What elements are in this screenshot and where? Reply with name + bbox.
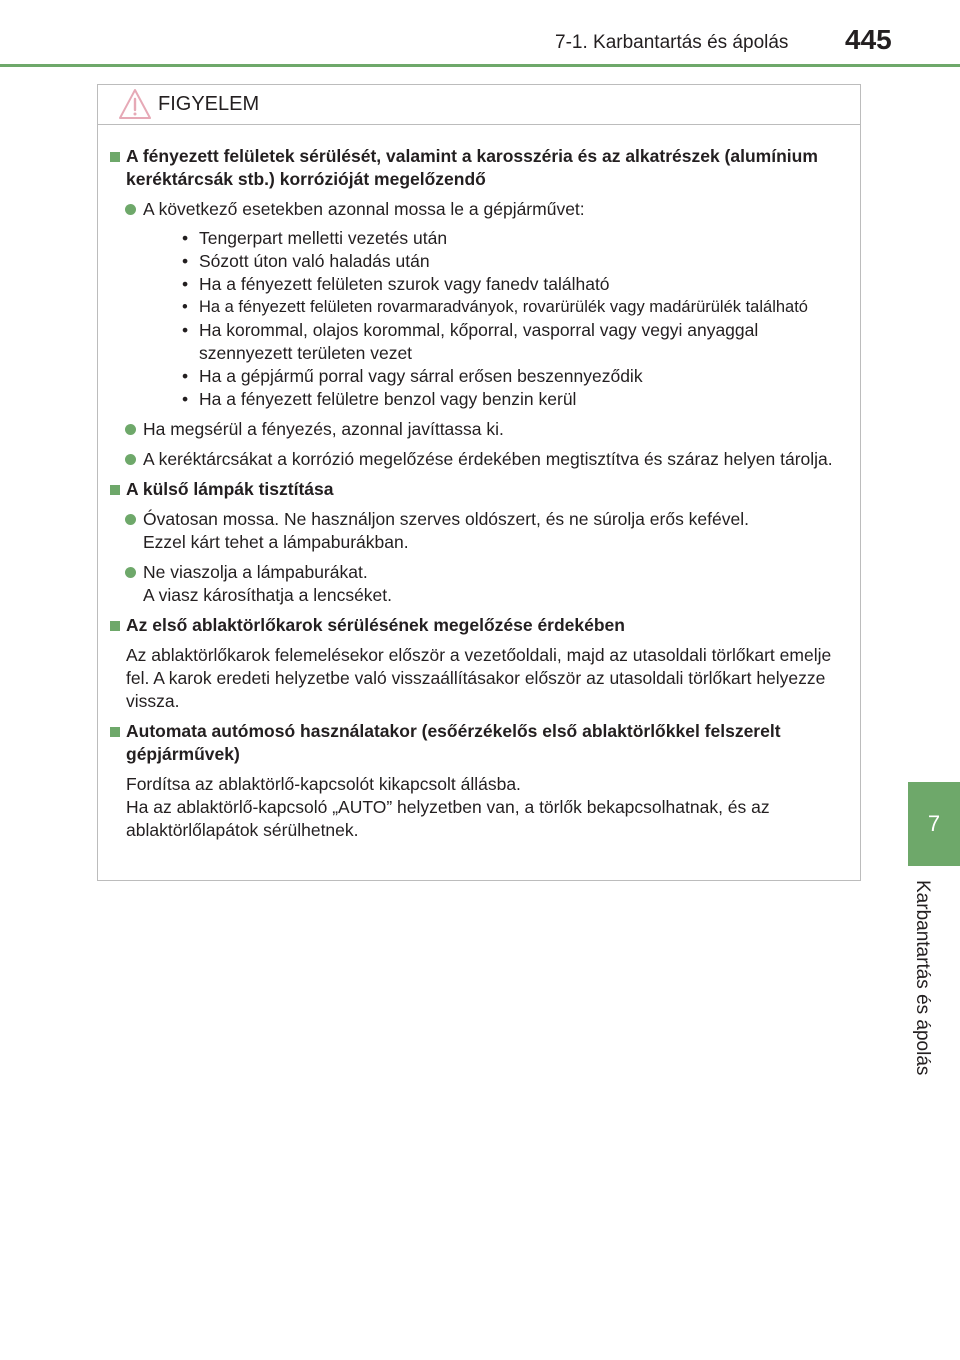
page-number: 445: [845, 24, 892, 55]
item-text: A keréktárcsákat a korrózió megelőzése érdekében megtisztítva és száraz helyen tárolja.: [143, 449, 833, 469]
list-item: [108, 508, 850, 554]
list-item: [108, 561, 850, 607]
sub-item-text: Ha a fényezett felületre benzol vagy benzin kerül: [199, 389, 577, 409]
paragraph-line: Fordítsa az ablaktörlő-kapcsolót kikapcsolt állásba.: [126, 774, 521, 794]
section-lamp-cleaning: [108, 478, 850, 607]
list-item: [108, 448, 850, 471]
section-paint-protection: [108, 145, 850, 471]
square-bullet-icon: [110, 727, 120, 737]
section-wiper-arms: [108, 614, 850, 713]
item-text: Óvatosan mossa. Ne használjon szerves oldószert, és ne súrolja erős kefével.: [143, 509, 749, 529]
item-text: Ha megsérül a fényezés, azonnal javíttassa ki.: [143, 419, 504, 439]
item-text: Ezzel kárt tehet a lámpaburákban.: [143, 532, 409, 552]
sub-item-text: Ha a fényezett felületen szurok vagy fanedv található: [199, 274, 610, 294]
header-rule: [0, 64, 960, 67]
section-paragraph: Az ablaktörlőkarok felemelésekor először a vezetőoldali, majd az utasoldali törlőkart emelje fel. A karok eredeti helyzetbe való visszaállításakor először az utasoldali törlőkart helyezze vissza.: [126, 645, 832, 711]
section-title: Az első ablaktörlőkarok sérülésének megelőzése érdekében: [126, 615, 625, 635]
list-item: [108, 198, 850, 411]
sub-item-text: Sózott úton való haladás után: [199, 251, 430, 271]
sub-list-item: • Ha a gépjármű porral vagy sárral erősen beszennyeződik: [182, 366, 643, 386]
section-title: Automata autómosó használatakor (esőérzékelős első ablaktörlőkkel felszerelt gépjárművek): [126, 721, 781, 764]
dot-bullet-icon: [125, 424, 136, 435]
sub-list-item: • Ha a fényezett felületen rovarmaradványok, rovarürülék vagy madárürülék található: [177, 296, 850, 319]
sub-list-item: • Tengerpart melletti vezetés után: [182, 228, 448, 248]
paragraph-line: Ha az ablaktörlő-kapcsoló „AUTO” helyzetben van, a törlők bekapcsolhatnak, és az ablaktörlőlapátok sérülhetnek.: [126, 797, 770, 840]
warning-box: [97, 84, 861, 881]
warning-triangle-icon: [118, 88, 152, 120]
list-item: [108, 418, 850, 441]
section-car-wash: [108, 720, 850, 842]
sub-item-text: Ha a fényezett felületen rovarmaradványok, rovarürülék vagy madárürülék található: [199, 298, 808, 316]
dot-bullet-icon: [125, 514, 136, 525]
warning-title: FIGYELEM: [158, 93, 260, 115]
item-text: Ne viaszolja a lámpaburákat.: [143, 562, 368, 582]
running-header-section: 7-1. Karbantartás és ápolás: [555, 32, 789, 53]
dot-bullet-icon: [125, 204, 136, 215]
square-bullet-icon: [110, 621, 120, 631]
item-text: A következő esetekben azonnal mossa le a gépjárművet:: [143, 199, 585, 219]
dot-bullet-icon: [125, 567, 136, 578]
sub-item-text: Tengerpart melletti vezetés után: [199, 228, 448, 248]
chapter-number: 7: [927, 811, 941, 836]
section-paragraph: [126, 773, 850, 842]
chapter-side-label: Karbantartás és ápolás: [912, 880, 933, 1076]
sub-item-text: Ha a gépjármű porral vagy sárral erősen beszennyeződik: [199, 366, 643, 386]
chapter-tab: [908, 782, 960, 866]
square-bullet-icon: [110, 485, 120, 495]
sub-list-item: • Ha a fényezett felületre benzol vagy benzin kerül: [182, 389, 577, 409]
section-title: A külső lámpák tisztítása: [126, 479, 334, 499]
warning-body: [98, 125, 860, 842]
sub-item-text: Ha korommal, olajos korommal, kőporral, vasporral vagy vegyi anyaggal szennyezett területen vezet: [199, 320, 759, 363]
square-bullet-icon: [110, 152, 120, 162]
sub-list-item: • Ha a fényezett felületen szurok vagy fanedv található: [182, 274, 610, 294]
item-text: A viasz károsíthatja a lencséket.: [143, 585, 393, 605]
sub-list-item: • Sózott úton való haladás után: [182, 251, 430, 271]
sub-list: [177, 227, 850, 411]
dot-bullet-icon: [125, 454, 136, 465]
warning-header: [98, 85, 860, 125]
sub-list-item: • Ha korommal, olajos korommal, kőporral, vasporral vagy vegyi anyaggal szennyezett területen vezet: [177, 319, 850, 365]
section-title: A fényezett felületek sérülését, valamint a karosszéria és az alkatrészek (alumínium keréktárcsák stb.) korrózióját megelőzendő: [126, 146, 818, 189]
